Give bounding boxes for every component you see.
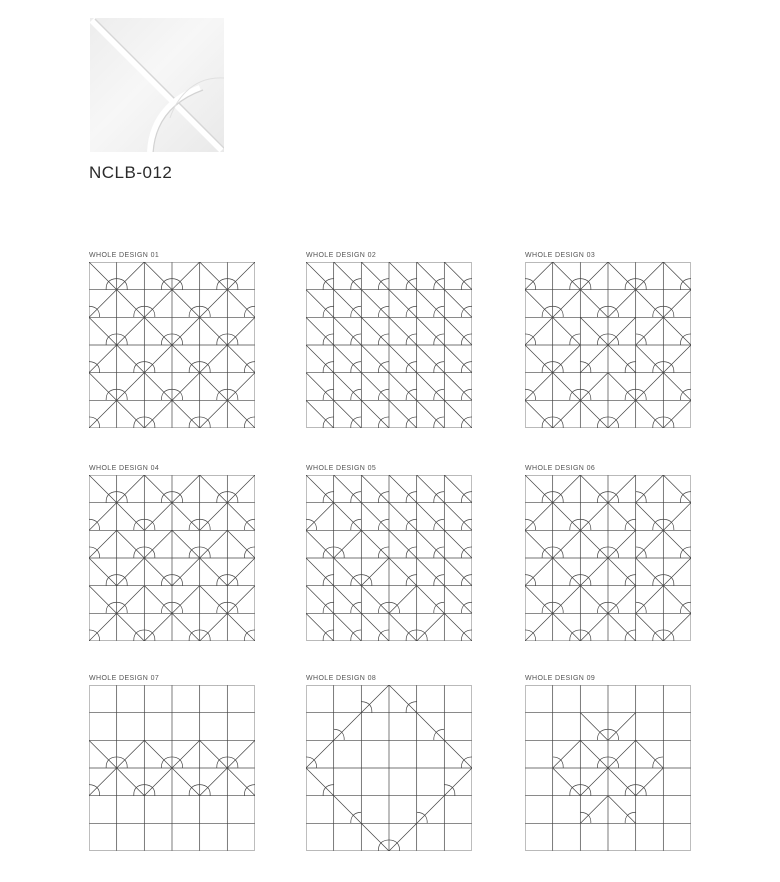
tile-motif	[580, 558, 608, 586]
tile-motif	[417, 373, 445, 401]
tile-motif	[361, 613, 389, 641]
tile-motif	[444, 530, 472, 558]
tile-motif	[553, 530, 581, 558]
tile-motif	[553, 290, 581, 318]
tile-motif	[200, 475, 228, 503]
tile-motif	[417, 345, 445, 373]
tile-motif	[172, 400, 200, 428]
tile-motif	[444, 373, 472, 401]
design-label: WHOLE DESIGN 04	[89, 465, 160, 472]
tile-motif	[89, 373, 117, 401]
tile-motif	[144, 290, 172, 318]
tile-motif	[525, 262, 553, 290]
tile-motif	[580, 475, 608, 503]
tile-motif	[306, 317, 334, 345]
tile-motif	[580, 290, 608, 318]
tile-relief-icon	[90, 18, 224, 152]
tile-motif	[334, 558, 362, 586]
tile-motif	[444, 262, 472, 290]
tile-motif	[200, 558, 228, 586]
pattern-lines	[525, 475, 691, 641]
tile-motif	[117, 586, 145, 614]
tile-motif	[636, 586, 664, 614]
tile-motif	[444, 740, 472, 768]
tile-motif	[553, 345, 581, 373]
tile-motif	[144, 613, 172, 641]
tile-motif	[227, 613, 255, 641]
pattern-lines	[525, 262, 691, 428]
tile-motif	[117, 768, 145, 796]
pattern-diagram	[525, 262, 691, 428]
tile-motif	[117, 740, 145, 768]
tile-motif	[306, 558, 334, 586]
design-label: WHOLE DESIGN 05	[306, 465, 377, 472]
tile-motif	[608, 586, 636, 614]
tile-motif	[361, 558, 389, 586]
pattern-diagram	[89, 685, 255, 851]
tile-motif	[389, 317, 417, 345]
pattern-diagram	[89, 475, 255, 641]
tile-motif	[663, 475, 691, 503]
tile-motif	[334, 262, 362, 290]
tile-motif	[361, 530, 389, 558]
tile-motif	[553, 373, 581, 401]
tile-motif	[444, 503, 472, 531]
tile-motif	[117, 290, 145, 318]
whole-design-05	[306, 464, 474, 641]
tile-motif	[663, 317, 691, 345]
tile-motif	[580, 317, 608, 345]
tile-motif	[553, 262, 581, 290]
tile-motif	[663, 373, 691, 401]
tile-motif	[117, 262, 145, 290]
tile-motif	[389, 290, 417, 318]
tile-motif	[636, 613, 664, 641]
design-label: WHOLE DESIGN 06	[525, 465, 596, 472]
tile-motif	[172, 530, 200, 558]
pattern-diagram	[306, 262, 472, 428]
tile-motif	[334, 373, 362, 401]
tile-motif	[580, 373, 608, 401]
tile-motif	[580, 740, 608, 768]
tile-motif	[444, 475, 472, 503]
tile-motif	[389, 613, 417, 641]
tile-motif	[553, 475, 581, 503]
tile-motif	[444, 317, 472, 345]
tile-motif	[553, 740, 581, 768]
whole-design-07	[89, 674, 257, 851]
tile-motif	[417, 713, 445, 741]
tile-motif	[200, 373, 228, 401]
tile-motif	[361, 586, 389, 614]
tile-motif	[636, 262, 664, 290]
tile-motif	[444, 290, 472, 318]
tile-motif	[444, 768, 472, 796]
tile-motif	[608, 796, 636, 824]
tile-motif	[553, 558, 581, 586]
tile-motif	[227, 290, 255, 318]
tile-motif	[200, 503, 228, 531]
tile-motif	[306, 768, 334, 796]
tile-motif	[663, 558, 691, 586]
tile-motif	[663, 613, 691, 641]
tile-motif	[580, 796, 608, 824]
tile-motif	[306, 503, 334, 531]
whole-design-08	[306, 674, 474, 851]
tile-motif	[144, 317, 172, 345]
whole-design-04	[89, 464, 257, 641]
tile-motif	[227, 740, 255, 768]
tile-motif	[227, 475, 255, 503]
tile-motif	[172, 373, 200, 401]
whole-design-02	[306, 251, 474, 428]
tile-motif	[89, 558, 117, 586]
tile-motif	[361, 345, 389, 373]
tile-motif	[334, 290, 362, 318]
tile-motif	[172, 768, 200, 796]
tile-motif	[306, 530, 334, 558]
tile-motif	[608, 558, 636, 586]
pattern-lines	[306, 475, 472, 641]
tile-motif	[200, 400, 228, 428]
tile-motif	[306, 740, 334, 768]
tile-motif	[608, 475, 636, 503]
tile-motif	[417, 290, 445, 318]
tile-motif	[306, 475, 334, 503]
tile-motif	[525, 290, 553, 318]
pattern-lines	[89, 475, 255, 641]
tile-motif	[361, 373, 389, 401]
tile-motif	[636, 503, 664, 531]
pattern-lines	[89, 262, 255, 428]
tile-motif	[200, 613, 228, 641]
tile-motif	[89, 290, 117, 318]
tile-motif	[89, 345, 117, 373]
tile-motif	[608, 713, 636, 741]
tile-motif	[172, 475, 200, 503]
tile-motif	[334, 613, 362, 641]
tile-motif	[389, 373, 417, 401]
tile-motif	[144, 373, 172, 401]
tile-motif	[306, 262, 334, 290]
tile-motif	[227, 503, 255, 531]
tile-motif	[553, 613, 581, 641]
tile-motif	[200, 262, 228, 290]
tile-motif	[608, 262, 636, 290]
tile-motif	[608, 613, 636, 641]
tile-motif	[553, 503, 581, 531]
tile-motif	[227, 530, 255, 558]
tile-motif	[417, 262, 445, 290]
tile-motif	[117, 558, 145, 586]
tile-motif	[117, 400, 145, 428]
tile-motif	[89, 586, 117, 614]
tile-motif	[200, 586, 228, 614]
tile-motif	[117, 373, 145, 401]
tile-motif	[172, 558, 200, 586]
tile-motif	[636, 558, 664, 586]
tile-motif	[636, 317, 664, 345]
pattern-lines	[306, 685, 472, 851]
tile-motif	[361, 823, 389, 851]
tile-motif	[361, 475, 389, 503]
tile-motif	[553, 400, 581, 428]
tile-motif	[89, 317, 117, 345]
tile-motif	[144, 475, 172, 503]
tile-motif	[580, 400, 608, 428]
tile-motif	[361, 400, 389, 428]
tile-motif	[89, 400, 117, 428]
tile-motif	[525, 373, 553, 401]
pattern-diagram	[306, 685, 472, 851]
tile-motif	[89, 768, 117, 796]
pattern-lines	[89, 685, 255, 851]
tile-motif	[580, 345, 608, 373]
tile-motif	[580, 768, 608, 796]
tile-motif	[417, 400, 445, 428]
tile-motif	[553, 768, 581, 796]
tile-motif	[389, 558, 417, 586]
tile-motif	[580, 530, 608, 558]
tile-motif	[608, 345, 636, 373]
tile-motif	[361, 503, 389, 531]
design-label: WHOLE DESIGN 01	[89, 252, 160, 259]
tile-motif	[117, 317, 145, 345]
tile-motif	[306, 290, 334, 318]
tile-motif	[89, 503, 117, 531]
tile-motif	[608, 503, 636, 531]
tile-motif	[200, 345, 228, 373]
pattern-diagram	[525, 685, 691, 851]
tile-motif	[334, 586, 362, 614]
tile-motif	[227, 345, 255, 373]
whole-design-03	[525, 251, 693, 428]
tile-sample-image	[90, 18, 224, 152]
tile-motif	[417, 503, 445, 531]
tile-motif	[525, 345, 553, 373]
tile-motif	[144, 503, 172, 531]
tile-motif	[444, 586, 472, 614]
tile-motif	[172, 740, 200, 768]
tile-motif	[636, 345, 664, 373]
tile-motif	[580, 503, 608, 531]
tile-motif	[417, 558, 445, 586]
tile-motif	[525, 503, 553, 531]
pattern-diagram	[89, 262, 255, 428]
tile-motif	[389, 503, 417, 531]
tile-motif	[144, 768, 172, 796]
tile-motif	[306, 373, 334, 401]
tile-motif	[200, 530, 228, 558]
tile-motif	[525, 317, 553, 345]
tile-motif	[389, 530, 417, 558]
design-label: WHOLE DESIGN 07	[89, 675, 160, 682]
tile-motif	[444, 345, 472, 373]
tile-motif	[525, 400, 553, 428]
tile-motif	[389, 262, 417, 290]
tile-motif	[417, 796, 445, 824]
tile-motif	[200, 290, 228, 318]
tile-motif	[117, 345, 145, 373]
tile-motif	[608, 530, 636, 558]
tile-motif	[172, 317, 200, 345]
pattern-diagram	[306, 475, 472, 641]
product-code: NCLB-012	[89, 163, 173, 182]
tile-motif	[117, 530, 145, 558]
tile-motif	[636, 530, 664, 558]
design-label: WHOLE DESIGN 03	[525, 252, 596, 259]
tile-motif	[172, 503, 200, 531]
tile-motif	[117, 475, 145, 503]
tile-motif	[144, 740, 172, 768]
tile-motif	[306, 613, 334, 641]
tile-motif	[144, 558, 172, 586]
tile-motif	[663, 345, 691, 373]
tile-motif	[636, 475, 664, 503]
tile-motif	[663, 503, 691, 531]
tile-motif	[580, 262, 608, 290]
tile-motif	[608, 768, 636, 796]
tile-motif	[608, 290, 636, 318]
tile-motif	[334, 317, 362, 345]
tile-motif	[580, 613, 608, 641]
whole-design-06	[525, 464, 693, 641]
tile-motif	[525, 558, 553, 586]
tile-motif	[525, 475, 553, 503]
pattern-lines	[306, 262, 472, 428]
tile-motif	[200, 768, 228, 796]
design-label: WHOLE DESIGN 08	[306, 675, 377, 682]
tile-motif	[334, 345, 362, 373]
tile-motif	[89, 613, 117, 641]
tile-motif	[334, 713, 362, 741]
tile-motif	[89, 262, 117, 290]
tile-motif	[227, 768, 255, 796]
tile-motif	[172, 345, 200, 373]
tile-motif	[389, 400, 417, 428]
tile-motif	[553, 586, 581, 614]
tile-motif	[636, 290, 664, 318]
tile-motif	[525, 586, 553, 614]
tile-motif	[389, 823, 417, 851]
tile-motif	[361, 262, 389, 290]
tile-motif	[389, 586, 417, 614]
tile-motif	[200, 317, 228, 345]
tile-motif	[89, 740, 117, 768]
design-label: WHOLE DESIGN 02	[306, 252, 377, 259]
tile-motif	[444, 400, 472, 428]
tile-motif	[580, 586, 608, 614]
tile-motif	[89, 530, 117, 558]
tile-motif	[636, 768, 664, 796]
tile-motif	[580, 713, 608, 741]
tile-motif	[172, 290, 200, 318]
tile-motif	[172, 262, 200, 290]
tile-motif	[389, 475, 417, 503]
pattern-diagram	[525, 475, 691, 641]
tile-motif	[361, 685, 389, 713]
tile-motif	[663, 530, 691, 558]
tile-motif	[417, 475, 445, 503]
tile-motif	[389, 685, 417, 713]
tile-motif	[608, 317, 636, 345]
tile-motif	[334, 530, 362, 558]
tile-motif	[525, 613, 553, 641]
tile-motif	[172, 613, 200, 641]
tile-motif	[636, 373, 664, 401]
tile-motif	[389, 345, 417, 373]
tile-motif	[663, 290, 691, 318]
tile-motif	[444, 558, 472, 586]
tile-motif	[417, 586, 445, 614]
tile-motif	[144, 530, 172, 558]
tile-motif	[227, 586, 255, 614]
tile-motif	[663, 262, 691, 290]
tile-motif	[117, 503, 145, 531]
tile-motif	[608, 740, 636, 768]
whole-design-01	[89, 251, 257, 428]
tile-motif	[144, 345, 172, 373]
tile-motif	[227, 373, 255, 401]
tile-motif	[334, 400, 362, 428]
tile-motif	[608, 373, 636, 401]
tile-motif	[200, 740, 228, 768]
tile-motif	[663, 586, 691, 614]
tile-motif	[144, 262, 172, 290]
tile-motif	[144, 400, 172, 428]
tile-motif	[172, 586, 200, 614]
pattern-lines	[525, 685, 691, 851]
tile-motif	[608, 400, 636, 428]
tile-motif	[89, 475, 117, 503]
tile-motif	[361, 290, 389, 318]
tile-motif	[334, 796, 362, 824]
tile-motif	[227, 558, 255, 586]
whole-design-09	[525, 674, 693, 851]
tile-motif	[306, 586, 334, 614]
tile-motif	[663, 400, 691, 428]
tile-motif	[306, 400, 334, 428]
tile-motif	[417, 530, 445, 558]
tile-motif	[417, 613, 445, 641]
tile-motif	[361, 317, 389, 345]
tile-motif	[334, 503, 362, 531]
tile-motif	[334, 475, 362, 503]
tile-motif	[144, 586, 172, 614]
tile-motif	[117, 613, 145, 641]
tile-motif	[227, 400, 255, 428]
tile-motif	[525, 530, 553, 558]
tile-motif	[306, 345, 334, 373]
tile-motif	[444, 613, 472, 641]
tile-motif	[227, 262, 255, 290]
design-label: WHOLE DESIGN 09	[525, 675, 596, 682]
tile-motif	[636, 740, 664, 768]
tile-motif	[227, 317, 255, 345]
tile-motif	[636, 400, 664, 428]
tile-motif	[417, 317, 445, 345]
tile-motif	[553, 317, 581, 345]
